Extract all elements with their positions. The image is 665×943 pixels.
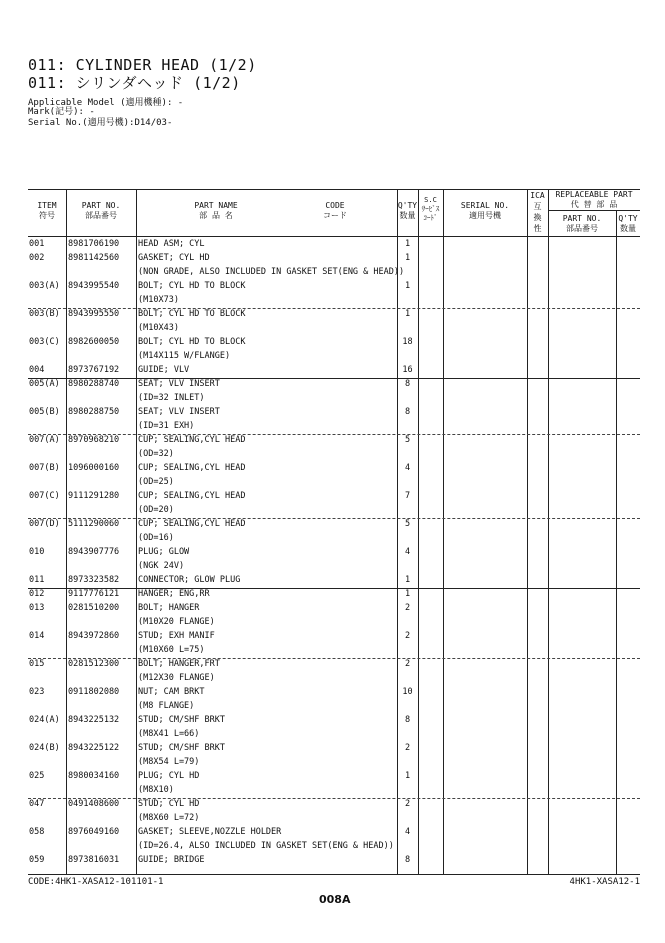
row-part-name: (ID=26.4, ALSO INCLUDED IN GASKET SET(ENG & HEAD)) [138,841,394,851]
row-part-name: CUP; SEALING,CYL HEAD [138,463,246,473]
row-part-name: CUP; SEALING,CYL HEAD [138,519,246,529]
row-part-name: (M10X20 FLANGE) [138,617,215,627]
row-part-no: 8943995540 [68,281,120,291]
row-part-no: 8981706190 [68,239,120,249]
row-separator [28,588,640,589]
row-part-no: 8970968210 [68,435,120,445]
row-part-no: 8973767192 [68,365,120,375]
row-part-name: STUD; CM/SHF BRKT [138,743,225,753]
row-part-name: HANGER; ENG,RR [138,589,210,599]
column-divider [548,189,549,874]
row-part-name: (ID=32 INLET) [138,393,205,403]
row-part-name: GUIDE; VLV [138,365,190,375]
row-item: 005(A) [29,379,60,389]
row-separator [28,798,640,799]
row-item: 014 [29,631,45,641]
header-part-no: PART NO. 部品番号 [81,201,121,220]
row-part-no: 8981142560 [68,253,120,263]
row-part-no: 8943972860 [68,631,120,641]
row-separator [28,378,640,379]
header-code: CODE コード [323,201,347,220]
row-part-name: GASKET; SLEEVE,NOZZLE HOLDER [138,827,282,837]
row-part-name: (OD=20) [138,505,174,515]
row-qty: 8 [404,855,411,865]
header-interchangeability: ICA 互 換 性 [530,191,545,233]
table-bottom-border [28,874,640,875]
row-part-no: 8976049160 [68,827,120,837]
row-item: 023 [29,687,45,697]
row-part-name: (M14X115 W/FLANGE) [138,351,231,361]
row-item: 007(D) [29,519,60,529]
row-part-no: 8973816031 [68,855,120,865]
row-qty: 4 [404,827,411,837]
row-item: 059 [29,855,45,865]
row-qty: 7 [404,491,411,501]
column-divider [66,189,67,874]
row-qty: 1 [404,589,411,599]
applicable-model: Applicable Model (適用機種): - [28,98,184,108]
row-part-no: 8982600050 [68,337,120,347]
row-item: 001 [29,239,45,249]
row-item: 024(B) [29,743,60,753]
row-qty: 5 [404,519,411,529]
page-number: 008A [319,893,351,906]
row-part-name: NUT; CAM BRKT [138,687,205,697]
row-item: 010 [29,547,45,557]
row-separator [28,308,640,309]
row-item: 013 [29,603,45,613]
row-part-no: 1096000160 [68,463,120,473]
row-part-name: (NON GRADE, ALSO INCLUDED IN GASKET SET(ENG & HEAD)) [138,267,405,277]
row-part-name: CUP; SEALING,CYL HEAD [138,491,246,501]
row-qty: 1 [404,281,411,291]
row-part-name: BOLT; CYL HD TO BLOCK [138,337,246,347]
row-item: 058 [29,827,45,837]
column-divider [616,210,617,874]
row-part-name: SEAT; VLV INSERT [138,407,220,417]
row-part-no: 0911802080 [68,687,120,697]
row-item: 011 [29,575,45,585]
row-part-name: BOLT; CYL HD TO BLOCK [138,281,246,291]
row-item: 004 [29,365,45,375]
row-qty: 18 [402,337,413,347]
row-part-no: 8943225122 [68,743,120,753]
row-qty: 5 [404,435,411,445]
row-part-name: CUP; SEALING,CYL HEAD [138,435,246,445]
row-part-no: 5111290060 [68,519,120,529]
row-part-no: 8980288750 [68,407,120,417]
header-replaceable-part-no: PART NO. 部品番号 [562,214,602,233]
row-item: 007(B) [29,463,60,473]
row-part-name: (M8X60 L=72) [138,813,200,823]
row-part-no: 8980288740 [68,379,120,389]
row-item: 005(B) [29,407,60,417]
row-part-name: (M8X54 L=79) [138,757,200,767]
row-part-name: (M10X43) [138,323,179,333]
row-item: 003(C) [29,337,60,347]
row-item: 003(B) [29,309,60,319]
row-part-no: 9111291280 [68,491,120,501]
footer-code-right: 4HK1-XASA12-1 [569,877,640,887]
replaceable-subheader-line [548,210,640,211]
header-qty: Q'TY 数量 [397,201,418,220]
row-separator [28,658,640,659]
row-qty: 1 [404,309,411,319]
row-part-name: (M10X60 L=75) [138,645,205,655]
row-part-name: (ID=31 EXH) [138,421,195,431]
column-divider [443,189,444,874]
row-part-name: BOLT; HANGER,FRT [138,659,220,669]
row-part-name: (M8X41 L=66) [138,729,200,739]
column-divider [527,189,528,874]
row-qty: 2 [404,631,411,641]
row-part-name: PLUG; GLOW [138,547,190,557]
page-title-japanese: 011: シリンダヘッド (1/2) [28,74,241,92]
row-part-name: BOLT; HANGER [138,603,200,613]
row-qty: 4 [404,547,411,557]
row-part-name: (NGK 24V) [138,561,185,571]
row-qty: 16 [402,365,413,375]
row-part-no: 8973323582 [68,575,120,585]
row-item: 015 [29,659,45,669]
row-part-name: GASKET; CYL HD [138,253,210,263]
serial-number: Serial No.(適用号機):D14/03- [28,118,173,128]
column-divider [136,189,137,874]
row-part-name: (M8 FLANGE) [138,701,195,711]
row-part-no: 0281510200 [68,603,120,613]
row-qty: 8 [404,715,411,725]
row-part-name: PLUG; CYL HD [138,771,200,781]
row-part-name: (OD=16) [138,533,174,543]
row-part-no: 9117776121 [68,589,120,599]
row-item: 007(C) [29,491,60,501]
column-divider [418,189,419,874]
row-item: 047 [29,799,45,809]
row-qty: 2 [404,799,411,809]
row-part-name: (OD=25) [138,477,174,487]
header-serial-no: SERIAL NO. 適用号機 [460,201,510,220]
header-item: ITEM 符号 [37,201,57,220]
row-qty: 2 [404,603,411,613]
row-qty: 8 [404,379,411,389]
row-part-no: 0281512300 [68,659,120,669]
row-qty: 2 [404,659,411,669]
row-qty: 4 [404,463,411,473]
header-replaceable-qty: Q'TY 数量 [618,214,638,233]
row-item: 002 [29,253,45,263]
row-separator [28,434,640,435]
row-item: 025 [29,771,45,781]
row-qty: 2 [404,743,411,753]
row-part-name: BOLT; CYL HD TO BLOCK [138,309,246,319]
row-qty: 8 [404,407,411,417]
row-qty: 1 [404,771,411,781]
row-part-no: 0491408600 [68,799,120,809]
row-part-no: 8980034160 [68,771,120,781]
row-part-name: STUD; CM/SHF BRKT [138,715,225,725]
row-part-name: (M10X73) [138,295,179,305]
row-part-no: 8943995550 [68,309,120,319]
page-title: 011: CYLINDER HEAD (1/2) [28,56,257,74]
row-item: 012 [29,589,45,599]
row-part-name: STUD; CYL HD [138,799,200,809]
row-part-no: 8943225132 [68,715,120,725]
row-part-name: HEAD ASM; CYL [138,239,205,249]
header-service-code: S.C ｻｰﾋﾞｽ ｺｰﾄﾞ [421,196,440,222]
row-qty: 1 [404,253,411,263]
mark: Mark(記号): - [28,107,95,117]
row-qty: 1 [404,575,411,585]
header-replaceable-part: REPLACEABLE PART 代 替 部 品 [555,190,633,209]
row-qty: 1 [404,239,411,249]
row-item: 007(A) [29,435,60,445]
row-part-name: (M8X10) [138,785,174,795]
row-qty: 10 [402,687,413,697]
row-part-no: 8943907776 [68,547,120,557]
row-part-name: STUD; EXH MANIF [138,631,215,641]
row-separator [28,518,640,519]
row-part-name: GUIDE; BRIDGE [138,855,205,865]
row-part-name: SEAT; VLV INSERT [138,379,220,389]
header-part-name: PART NAME 部 品 名 [194,201,238,220]
row-part-name: CONNECTOR; GLOW PLUG [138,575,241,585]
row-item: 024(A) [29,715,60,725]
row-part-name: (OD=32) [138,449,174,459]
footer-code-left: CODE:4HK1-XASA12-101101-1 [28,877,164,887]
row-part-name: (M12X30 FLANGE) [138,673,215,683]
row-item: 003(A) [29,281,60,291]
